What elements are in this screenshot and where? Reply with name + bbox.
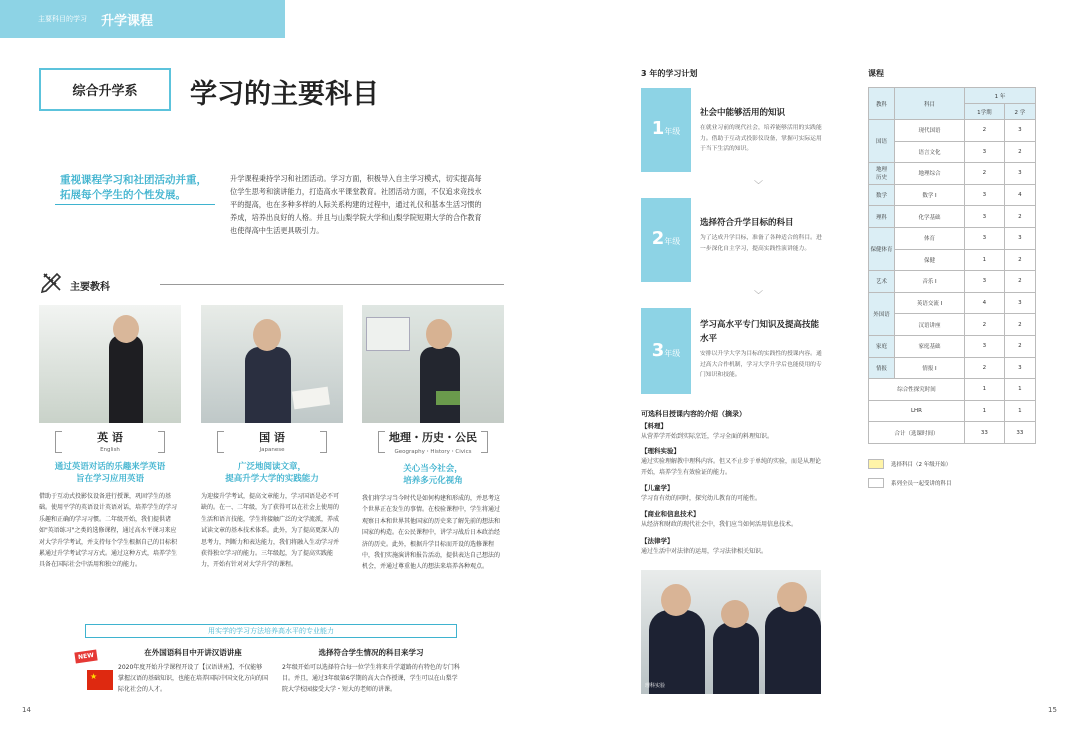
year-3-badge [641, 308, 691, 394]
term2-cell: 3 [1004, 227, 1035, 249]
subject-cell: 综合性探究时间 [869, 379, 965, 401]
year-number: 3 [651, 340, 665, 361]
chinese-lecture-text: 2020年度开始升学课程开设了【汉语讲座】，不仅能够掌握汉语的基础知识，也能在培养国际中国文化方向的国际化社会的人才。 [118, 664, 269, 693]
term2-cell: 4 [1004, 184, 1035, 206]
elective-heading: 【商业和信息技术】 [641, 510, 700, 518]
subject-body: 借助于互动式投影仪设备进行授课，巩固学生的基础。使用平学的英语设计英语对话，培养学生的学习乐趣和正确的学习习惯。二年级开始，我们提供诸如"英语练习"之类的选修课程，通过高水平课习来应对大学升学考试，并支持每个学生根据自己的目标积累通过升学考试学习方式。通过这种方式，培养学生具备在国际社会中活用和独立的能力。 [39, 493, 178, 569]
table-row [869, 379, 1036, 401]
subject-english-name: English [100, 447, 120, 453]
table-row [869, 163, 1036, 185]
term2-cell: 2 [1004, 249, 1035, 271]
course-label-box: 综合升学系 [39, 68, 171, 111]
subject-name: 国 语 [201, 429, 343, 445]
subject-cell: 保健 [895, 249, 965, 271]
chinese-lecture-title: 在外国语科目中开讲汉语讲座 [144, 648, 242, 657]
field-cell: 情报 [869, 357, 895, 379]
page-number-left: 14 [22, 706, 31, 714]
subject-name: 英 语 [39, 429, 181, 445]
subject-name: 地理・历史・公民 [362, 429, 504, 445]
term2-cell: 3 [1004, 120, 1035, 142]
subject-english-name: Geography・History・Civics [394, 449, 472, 455]
subject-cell: 情报 I [895, 357, 965, 379]
term1-cell: 3 [965, 206, 1005, 228]
term1-cell: 33 [965, 422, 1005, 444]
term2-cell: 2 [1004, 141, 1035, 163]
elective-item [641, 536, 826, 558]
field-cell: 家庭 [869, 335, 895, 357]
year-description: 为了达成升学目标，准备了各种适合的科目。进一步深化自主学习，提高实践性演讲能力。 [700, 235, 822, 252]
elective-text: 从营养学开始到实际烹饪，学习全面的料理知识。 [641, 433, 774, 440]
table-row [869, 271, 1036, 293]
elective-item [641, 421, 826, 443]
subject-cell: 英语交流 I [895, 292, 965, 314]
section-rule [160, 284, 504, 285]
lead-text: 重视课程学习和社团活动并重，拓展每个学生的个性发展。 [60, 174, 207, 201]
practical-learning-banner: 用实学的学习方法培养高水平的专业能力 [85, 624, 457, 638]
section-header [0, 0, 285, 38]
subject-cell: 家庭基础 [895, 335, 965, 357]
subject-body: 为迎接升学考试，提高文章能力，学习国语是必不可缺的。在一、二年级，为了获得可以在社会上使用的生活和语言技能，学生将接触广泛的文学流派，养成试读文章的基本技术体系。此外，为了提高更深入的思考力，判断力和表达能力，我们将融入生动学习并获得独立学习的能力。三年级起，为了提高实践能力，开始有针对对大学升学的课程。 [201, 493, 340, 569]
term1-cell: 3 [965, 271, 1005, 293]
col-header-field: 教科 [869, 88, 895, 120]
elective-heading: 【儿童学】 [641, 484, 674, 492]
year-unit: 年级 [664, 349, 681, 358]
geography-class-photo [362, 305, 504, 423]
table-row [869, 120, 1036, 142]
chevron-down-icon: ﹀ [754, 181, 764, 191]
term1-cell: 3 [965, 184, 1005, 206]
term1-cell: 2 [965, 357, 1005, 379]
year-heading: 学习高水平专门知识及提高技能水平 [700, 320, 820, 344]
term2-cell: 2 [1004, 314, 1035, 336]
table-row [869, 184, 1036, 206]
year-1-text [700, 106, 825, 155]
page-number-right: 15 [1048, 706, 1057, 714]
term1-cell: 1 [965, 400, 1005, 422]
subject-cell: 体育 [895, 227, 965, 249]
subject-cell: 地理综合 [895, 163, 965, 185]
elective-heading: 【法律学】 [641, 537, 674, 545]
year-number: 1 [651, 118, 665, 139]
subject-tagline: 关心当今社会， 培养多元化视角 [403, 464, 463, 486]
field-cell: 艺术 [869, 271, 895, 293]
table-row [869, 141, 1036, 163]
year-heading: 社会中能够活用的知识 [700, 108, 786, 118]
field-cell: 外国语 [869, 292, 895, 335]
subject-card-japanese [201, 305, 343, 571]
subject-cell: 现代国语 [895, 120, 965, 142]
year-description: 安排以升学大学为目标的实践性的授课内容。通过高大合作机制，学习大学升学后也能使用的专门知识和技能。 [700, 351, 822, 378]
legend-swatch-yellow [868, 459, 884, 469]
subject-cell: 数学 I [895, 184, 965, 206]
legend-swatch-white [868, 478, 884, 488]
term1-cell: 4 [965, 292, 1005, 314]
field-cell: 理科 [869, 206, 895, 228]
elective-heading: 【理科实验】 [641, 447, 680, 455]
pencil-ruler-icon [40, 270, 64, 294]
subject-tagline: 通过英语对话的乐趣来学英语 旨在学习应用英语 [54, 462, 166, 484]
elective-choice-block [282, 647, 460, 695]
japanese-class-photo [201, 305, 343, 423]
table-row [869, 335, 1036, 357]
term1-cell: 1 [965, 379, 1005, 401]
term1-cell: 2 [965, 120, 1005, 142]
year-unit: 年级 [664, 127, 681, 136]
term2-cell: 3 [1004, 357, 1035, 379]
term1-cell: 1 [965, 249, 1005, 271]
china-flag-icon: ★ [87, 670, 113, 690]
elective-choice-title: 选择符合学生情况的科目来学习 [318, 648, 424, 657]
subject-cell: 语言文化 [895, 141, 965, 163]
subject-cell: 汉语讲座 [895, 314, 965, 336]
field-cell: 数学 [869, 184, 895, 206]
table-row [869, 292, 1036, 314]
subject-cell: 合计（选课时间） [869, 422, 965, 444]
legend-label-common: 系列全员一起受讲的科目 [891, 481, 952, 487]
elective-item [641, 509, 826, 531]
term1-cell: 3 [965, 335, 1005, 357]
table-row [869, 206, 1036, 228]
elective-text: 学习育有幼的同时，探究幼儿教育的可能性。 [641, 495, 762, 502]
subject-body: 我们将学习当今时代是如何构建和形成的，并思考这个世界正在发生的事情。在校验课程中，学生将通过观察日本和世界其他国家的历史来了解先前的想法和国家的构造。在公民课程中，讲学习战后日本政治经济的历史。此外，根据升学目标而开设的选修课程中，我们实施演讲和报告活动，提供表达自己想法的机会，并通过尊重他人的想法来培养各种观点。 [362, 495, 501, 571]
new-badge: NEW [74, 650, 97, 664]
table-row [869, 249, 1036, 271]
course-table-title: 课程 [868, 69, 884, 78]
year-1-badge [641, 88, 691, 172]
term1-cell: 2 [965, 314, 1005, 336]
plan-title: 3 年的学习计划 [641, 69, 698, 78]
elective-item [641, 483, 826, 505]
term2-cell: 2 [1004, 271, 1035, 293]
photo-caption: 理科实验 [645, 683, 666, 689]
elective-choice-text: 2年级开始可以选择符合每一位学生将来升学道路的有特色的专门科目。并且，通过3年级第6学期的高大合作授课，学生可以在山梨学院大学校园接受大学・短大的老师的讲课。 [282, 664, 460, 693]
term2-cell: 1 [1004, 400, 1035, 422]
science-lab-photo [641, 570, 821, 694]
col-header-year: 1 年 [965, 88, 1036, 104]
header-subtitle: 主要科目的学习 [38, 15, 87, 23]
subject-card-geography [362, 305, 504, 573]
field-cell: 国语 [869, 120, 895, 163]
year-2-badge [641, 198, 691, 282]
subject-tagline: 广泛地阅读文章， 提高升学大学的实践能力 [225, 462, 319, 484]
chinese-lecture-block [118, 647, 268, 695]
table-row [869, 422, 1036, 444]
field-cell: 地理 历史 [869, 163, 895, 185]
english-class-photo [39, 305, 181, 423]
year-description: 在就业习前的现代社会，培养能够活用的实践能力。借助于互动式投影仪设备，掌握可实际运用于当下生活的知识。 [700, 125, 822, 152]
subject-cell: 音乐 I [895, 271, 965, 293]
term2-cell: 3 [1004, 163, 1035, 185]
table-row [869, 357, 1036, 379]
term2-cell: 1 [1004, 379, 1035, 401]
subject-english-name: Japanese [259, 447, 285, 453]
table-row [869, 227, 1036, 249]
col-header-subject: 科目 [895, 88, 965, 120]
table-row [869, 314, 1036, 336]
table-row [869, 400, 1036, 422]
year-number: 2 [651, 228, 665, 249]
intro-paragraph: 升学课程秉持学习和社团活动。学习方面，积极导入自主学习模式，切实提高每位学生思考和演讲能力，打造高水平课堂教育。社团活动方面，不仅追求竞技水平的提高，也在多种多样的人际关系构建的过程中，通过礼仪和基本生活习惯的养成，培养出良好的人格。并且与山梨学院大学和山梨学院短期大学的合作教育也使得高中生活更具吸引力。 [230, 174, 482, 235]
term2-cell: 2 [1004, 206, 1035, 228]
col-header-term1: 1学期 [965, 104, 1005, 120]
section-heading [40, 270, 504, 296]
term2-cell: 2 [1004, 335, 1035, 357]
subject-cell: LHR [869, 400, 965, 422]
chevron-down-icon: ﹀ [754, 291, 764, 301]
lead-underline [55, 204, 215, 205]
header-title: 升学课程 [101, 14, 154, 29]
elective-text: 通过实验理解教中理科内容。但又不止步于单纯的实验，而是从理论开始，培养学生有效验证的能力。 [641, 458, 822, 476]
legend-label-elective: 选择科目（2 年级开始） [891, 462, 952, 468]
year-unit: 年级 [664, 237, 681, 246]
elective-text: 从经济和财政的现代社会中，我们应当如何活用信息技术。 [641, 521, 798, 528]
elective-text: 通过生活中对法律的运用，学习法律相关知识。 [641, 548, 768, 555]
term2-cell: 33 [1004, 422, 1035, 444]
term1-cell: 3 [965, 141, 1005, 163]
year-2-text [700, 216, 825, 254]
subject-card-english [39, 305, 181, 571]
course-table [868, 87, 1036, 444]
term1-cell: 2 [965, 163, 1005, 185]
term2-cell: 3 [1004, 292, 1035, 314]
field-cell: 保健体育 [869, 227, 895, 270]
elective-heading: 【料理】 [641, 422, 667, 430]
col-header-term2: 2 学 [1004, 104, 1035, 120]
year-3-text [700, 318, 825, 381]
elective-intro-title: 可选科目授课内容的介绍（摘录） [641, 410, 746, 418]
elective-item [641, 446, 826, 478]
page-title: 学习的主要科目 [190, 79, 379, 110]
subject-cell: 化学基础 [895, 206, 965, 228]
section-title: 主要教科 [70, 282, 110, 293]
term1-cell: 3 [965, 227, 1005, 249]
year-heading: 选择符合升学目标的科目 [700, 218, 794, 228]
